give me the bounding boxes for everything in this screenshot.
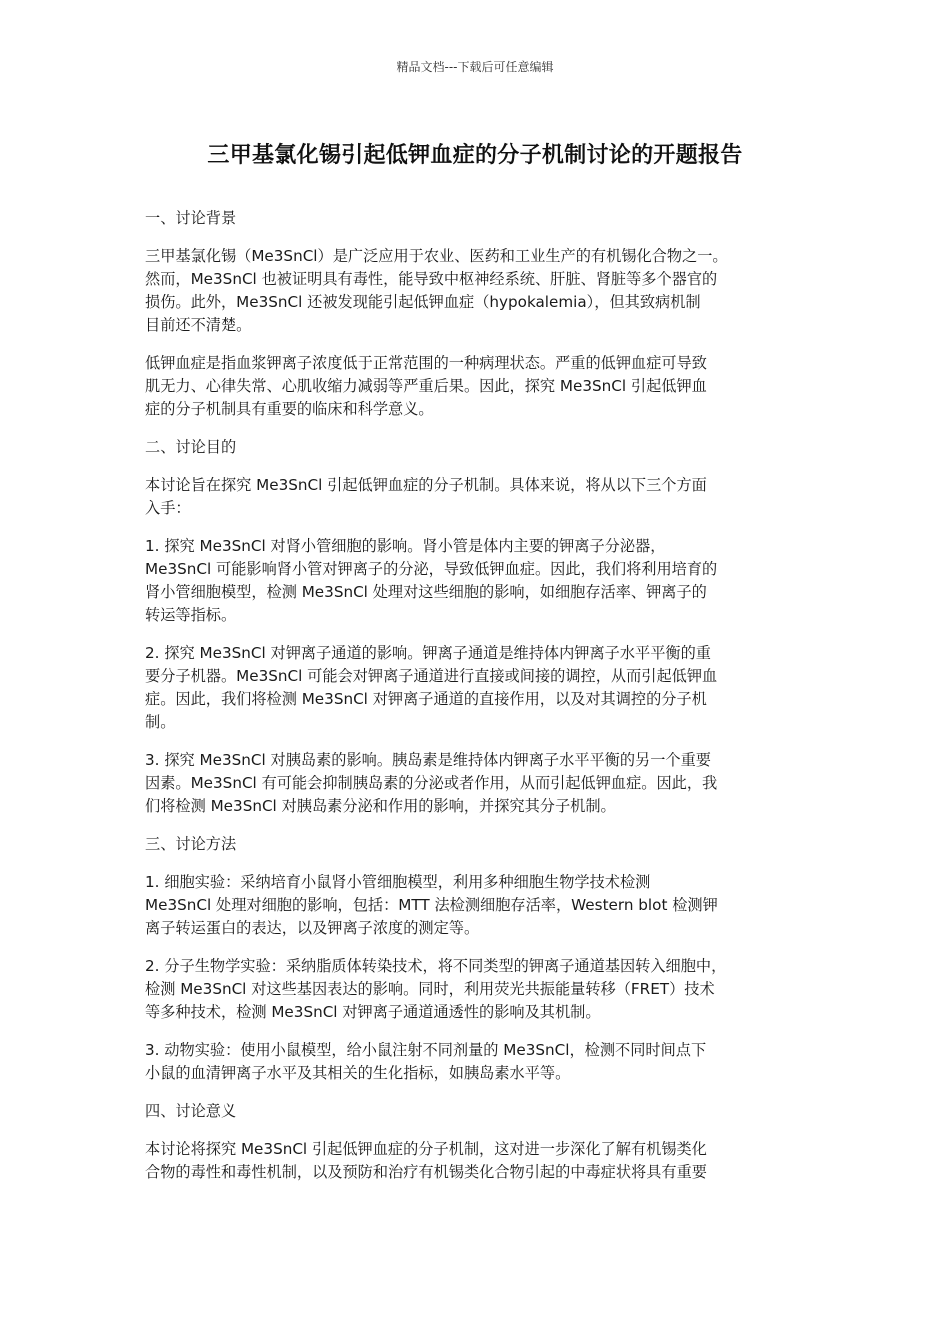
text-line: 三、讨论方法 [145, 835, 237, 853]
body-paragraph [145, 474, 810, 520]
text-line: 3. 探究 Me3SnCl 对胰岛素的影响。胰岛素是维持体内钾离子水平平衡的另一个重要 [145, 751, 711, 769]
text-line: 肾小管细胞模型，检测 Me3SnCl 处理对这些细胞的影响，如细胞存活率、钾离子的 [145, 583, 707, 601]
body-paragraph [145, 352, 810, 421]
section-heading [145, 207, 810, 230]
text-line: 目前还不清楚。 [145, 316, 252, 334]
body-paragraph [145, 749, 810, 818]
text-line: 因素。Me3SnCl 有可能会抑制胰岛素的分泌或者作用，从而引起低钾血症。因此，我 [145, 774, 718, 792]
body-paragraph [145, 1039, 810, 1085]
text-line: 入手： [145, 499, 191, 517]
section-heading [145, 833, 810, 856]
text-line: 检测 Me3SnCl 对这些基因表达的影响。同时，利用荧光共振能量转移（FRET）技术 [145, 980, 715, 998]
text-line: 然而，Me3SnCl 也被证明具有毒性，能导致中枢神经系统、肝脏、肾脏等多个器官的 [145, 270, 718, 288]
text-line: 本讨论旨在探究 Me3SnCl 引起低钾血症的分子机制。具体来说，将从以下三个方面 [145, 476, 707, 494]
body-paragraph [145, 642, 810, 734]
text-line: 制。 [145, 713, 176, 731]
text-line: 本讨论将探究 Me3SnCl 引起低钾血症的分子机制，这对进一步深化了解有机锡类化 [145, 1140, 707, 1158]
text-line: 二、讨论目的 [145, 438, 237, 456]
section-heading [145, 436, 810, 459]
text-line: 损伤。此外，Me3SnCl 还被发现能引起低钾血症（hypokalemia），但其致病机制 [145, 293, 701, 311]
body-paragraph [145, 955, 810, 1024]
text-line: 离子转运蛋白的表达，以及钾离子浓度的测定等。 [145, 919, 480, 937]
document-body [145, 207, 810, 1199]
section-heading [145, 1100, 810, 1123]
text-line: 肌无力、心律失常、心肌收缩力减弱等严重后果。因此，探究 Me3SnCl 引起低钾血 [145, 377, 707, 395]
text-line: 症。因此，我们将检测 Me3SnCl 对钾离子通道的直接作用，以及对其调控的分子机 [145, 690, 707, 708]
text-line: 2. 探究 Me3SnCl 对钾离子通道的影响。钾离子通道是维持体内钾离子水平平衡的重 [145, 644, 711, 662]
text-line: 2. 分子生物学实验：采纳脂质体转染技术，将不同类型的钾离子通道基因转入细胞中， [145, 957, 727, 975]
text-line: 1. 细胞实验：采纳培育小鼠肾小管细胞模型，利用多种细胞生物学技术检测 [145, 873, 651, 891]
text-line: Me3SnCl 可能影响肾小管对钾离子的分泌，导致低钾血症。因此，我们将利用培育的 [145, 560, 718, 578]
text-line: 们将检测 Me3SnCl 对胰岛素分泌和作用的影响，并探究其分子机制。 [145, 797, 616, 815]
text-line: 四、讨论意义 [145, 1102, 237, 1120]
text-line: 3. 动物实验：使用小鼠模型，给小鼠注射不同剂量的 Me3SnCl，检测不同时间点下 [145, 1041, 707, 1059]
text-line: 症的分子机制具有重要的临床和科学意义。 [145, 400, 434, 418]
body-paragraph [145, 1138, 810, 1184]
document-title: 三甲基氯化锡引起低钾血症的分子机制讨论的开题报告 [207, 143, 743, 168]
text-line: 低钾血症是指血浆钾离子浓度低于正常范围的一种病理状态。严重的低钾血症可导致 [145, 354, 707, 372]
body-paragraph [145, 535, 810, 627]
text-line: 等多种技术，检测 Me3SnCl 对钾离子通道通透性的影响及其机制。 [145, 1003, 601, 1021]
text-line: 小鼠的血清钾离子水平及其相关的生化指标，如胰岛素水平等。 [145, 1064, 571, 1082]
body-paragraph [145, 871, 810, 940]
page-header-note: 精品文档---下载后可任意编辑 [396, 60, 554, 74]
text-line: 要分子机器。Me3SnCl 可能会对钾离子通道进行直接或间接的调控，从而引起低钾血 [145, 667, 718, 685]
body-paragraph [145, 245, 810, 337]
text-line: 三甲基氯化锡（Me3SnCl）是广泛应用于农业、医药和工业生产的有机锡化合物之一。 [145, 247, 728, 265]
text-line: Me3SnCl 处理对细胞的影响，包括：MTT 法检测细胞存活率，Western blot 检测钾 [145, 896, 718, 914]
text-line: 一、讨论背景 [145, 209, 237, 227]
text-line: 转运等指标。 [145, 606, 237, 624]
text-line: 合物的毒性和毒性机制，以及预防和治疗有机锡类化合物引起的中毒症状将具有重要 [145, 1163, 707, 1181]
text-line: 1. 探究 Me3SnCl 对肾小管细胞的影响。肾小管是体内主要的钾离子分泌器， [145, 537, 666, 555]
